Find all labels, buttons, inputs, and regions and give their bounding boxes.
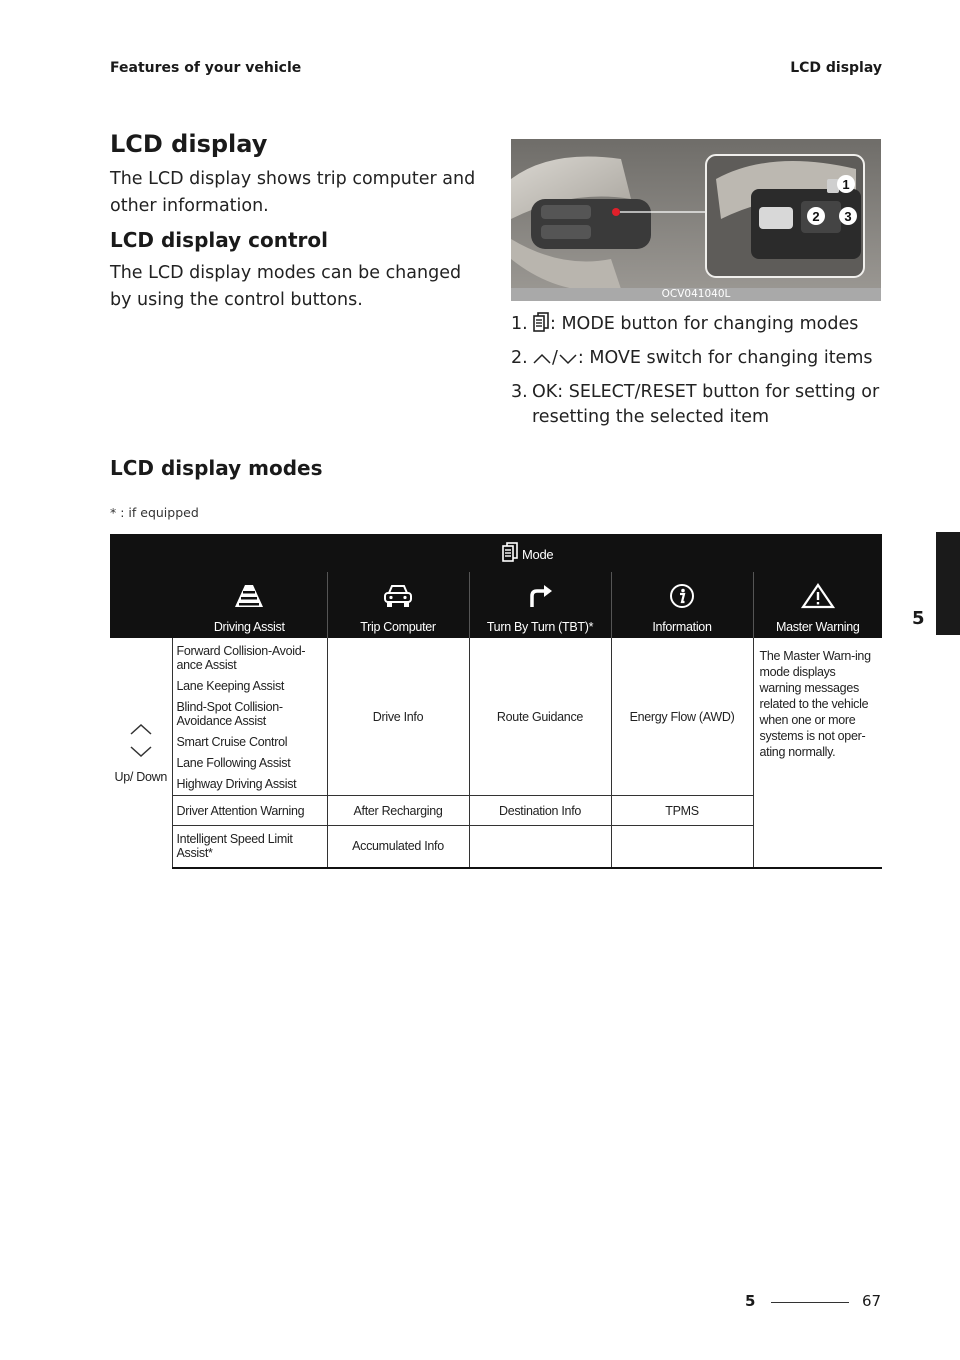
footer-divider (771, 1302, 849, 1303)
table-cell-empty (611, 826, 753, 868)
list-item: Forward Collision-Avoid-ance Assist (176, 644, 306, 672)
footer-section-number: 5 (745, 1292, 756, 1310)
list-item: Lane Following Assist (176, 756, 291, 770)
page-title: LCD display (110, 130, 268, 158)
photo-caption: OCV041040L (511, 288, 881, 301)
step-2 (511, 346, 891, 374)
turn-right-arrow-icon (470, 583, 611, 612)
table-cell: Energy Flow (AWD) (611, 638, 753, 796)
step-3 (511, 380, 891, 430)
step-text: OK: SELECT/RESET button for setting or resetting the selected item (532, 382, 880, 427)
info-icon (612, 583, 753, 612)
table-cell: Intelligent Speed Limit Assist* (172, 826, 327, 868)
step-separator: / (552, 348, 558, 368)
updown-cell (110, 638, 172, 868)
warning-triangle-icon (754, 583, 883, 612)
intro-paragraph: The LCD display shows trip computer and other information. (110, 169, 476, 216)
header-section-title: Features of your vehicle (110, 60, 302, 76)
updown-label: Up/ Down (114, 769, 167, 784)
step-number: 2. (511, 348, 528, 368)
table-corner-cell (110, 534, 172, 638)
list-item: Lane Keeping Assist (176, 679, 285, 693)
category-label: Master Warning (775, 620, 860, 634)
table-cell: Accumulated Info (327, 826, 469, 868)
step-number: 3. (511, 382, 528, 402)
category-label: Information (652, 620, 712, 634)
master-warning-description: The Master Warn-ing mode displays warning messages related to the vehicle when one or more systems is not oper-ating normally. (753, 638, 882, 868)
table-cell-empty (469, 826, 611, 868)
footer-page-number: 67 (862, 1292, 882, 1310)
chapter-number: 5 (912, 608, 925, 629)
table-cell: After Recharging (327, 796, 469, 826)
chapter-side-tab (936, 532, 960, 635)
mode-icon (501, 542, 519, 565)
chevron-down-icon (558, 349, 578, 374)
category-tbt (469, 572, 611, 638)
driving-assist-items (172, 638, 327, 796)
footnote: * : if equipped (110, 505, 199, 520)
category-label: Turn By Turn (TBT)* (486, 620, 594, 634)
category-label: Trip Computer (360, 620, 436, 634)
callout-1: 1 (842, 177, 850, 192)
chevron-up-icon (110, 722, 172, 739)
category-trip-computer (327, 572, 469, 638)
list-item: Highway Driving Assist (176, 777, 297, 791)
table-cell: Route Guidance (469, 638, 611, 796)
step-number: 1. (511, 314, 528, 334)
table-cell: Drive Info (327, 638, 469, 796)
mode-button-icon (532, 312, 550, 340)
table-cell: Driver Attention Warning (172, 796, 327, 826)
steering-wheel-controls-photo (511, 139, 881, 301)
step-text: : MODE button for changing modes (550, 314, 859, 334)
list-item: Smart Cruise Control (176, 735, 288, 749)
category-master-warning (753, 572, 882, 638)
step-text: : MOVE switch for changing items (577, 348, 873, 368)
control-paragraph: The LCD display modes can be changed by using the control buttons. (110, 263, 462, 310)
category-information (611, 572, 753, 638)
mode-header (172, 534, 882, 572)
list-item: Blind-Spot Collision-Avoidance Assist (176, 700, 283, 728)
chevron-down-icon (110, 745, 172, 762)
car-icon (328, 583, 469, 612)
table-cell: TPMS (611, 796, 753, 826)
step-1 (511, 312, 891, 340)
callout-3: 3 (844, 209, 852, 224)
lane-assist-icon (172, 583, 327, 612)
header-page-topic: LCD display (790, 60, 882, 76)
control-heading: LCD display control (110, 228, 328, 252)
table-cell: Destination Info (469, 796, 611, 826)
chevron-up-icon (532, 349, 552, 374)
lcd-modes-table (110, 534, 882, 869)
category-driving-assist (172, 572, 327, 638)
callout-2: 2 (812, 209, 820, 224)
modes-heading: LCD display modes (110, 456, 323, 480)
control-steps-list (511, 312, 891, 436)
mode-label: Mode (521, 546, 554, 562)
category-label: Driving Assist (213, 620, 285, 634)
